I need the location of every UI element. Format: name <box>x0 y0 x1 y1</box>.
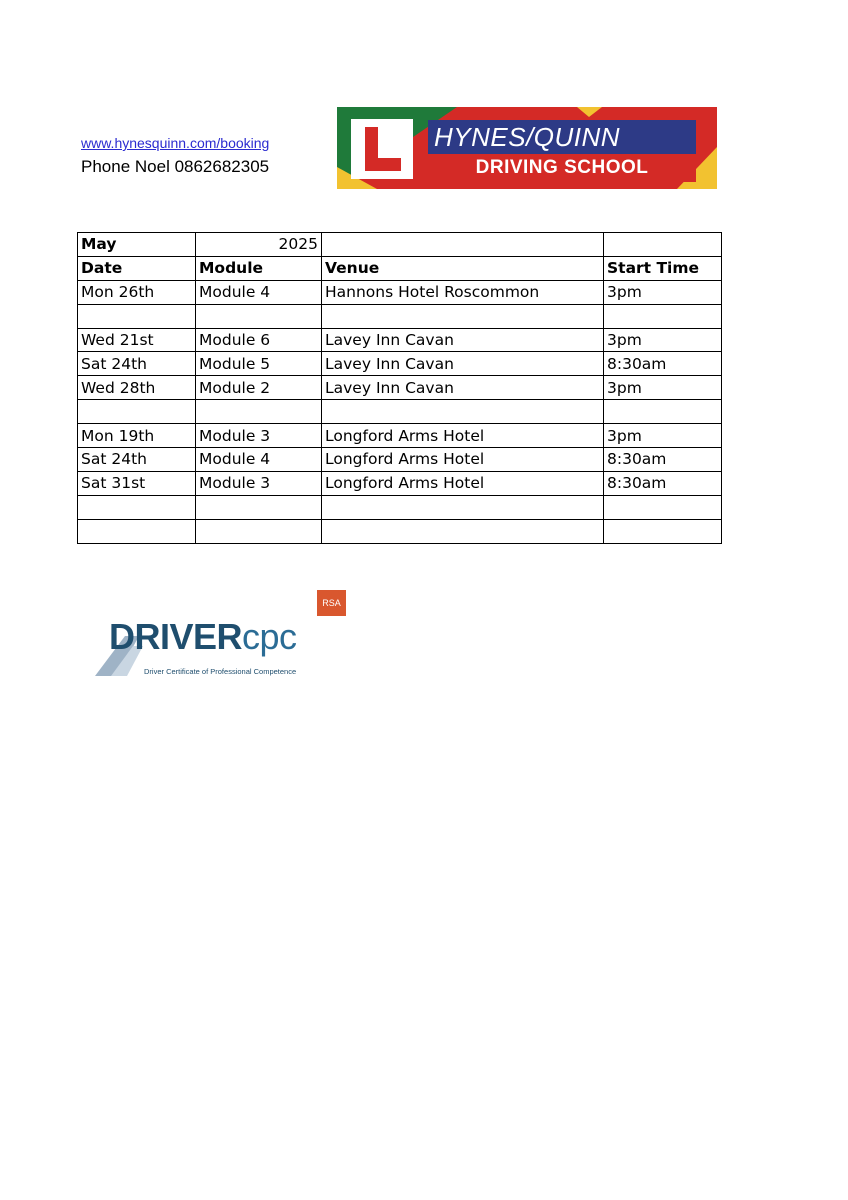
booking-link[interactable]: www.hynesquinn.com/booking <box>81 135 270 151</box>
venue-cell: Longford Arms Hotel <box>322 424 604 448</box>
header-row <box>78 256 722 280</box>
time-cell: 3pm <box>604 424 722 448</box>
time-cell <box>604 304 722 328</box>
phone-number: Phone Noel 0862682305 <box>81 157 270 176</box>
time-cell <box>604 400 722 424</box>
logo-name: HYNES/QUINN <box>428 120 696 154</box>
cpc-word-bold: DRIVER <box>109 616 243 657</box>
venue-cell <box>322 304 604 328</box>
time-cell <box>604 495 722 519</box>
venue-cell: Lavey Inn Cavan <box>322 328 604 352</box>
table-row <box>78 400 722 424</box>
time-cell <box>604 519 722 543</box>
cpc-wordmark <box>109 616 297 658</box>
table-row <box>78 495 722 519</box>
module-cell <box>196 400 322 424</box>
cpc-word-light: cpc <box>242 616 297 657</box>
venue-cell <box>322 495 604 519</box>
empty-cell <box>322 233 604 257</box>
table-row <box>78 328 722 352</box>
venue-cell <box>322 519 604 543</box>
table-row <box>78 280 722 304</box>
date-cell: Sat 24th <box>78 448 196 472</box>
hynes-quinn-logo <box>337 107 717 189</box>
date-cell: Wed 28th <box>78 376 196 400</box>
time-cell: 3pm <box>604 280 722 304</box>
module-cell: Module 4 <box>196 280 322 304</box>
schedule-table <box>77 232 722 544</box>
time-cell: 3pm <box>604 376 722 400</box>
date-cell <box>78 519 196 543</box>
module-cell: Module 4 <box>196 448 322 472</box>
module-cell: Module 5 <box>196 352 322 376</box>
venue-cell <box>322 400 604 424</box>
venue-cell: Longford Arms Hotel <box>322 471 604 495</box>
header-start-time: Start Time <box>604 256 722 280</box>
module-cell: Module 3 <box>196 424 322 448</box>
venue-cell: Hannons Hotel Roscommon <box>322 280 604 304</box>
time-cell: 8:30am <box>604 352 722 376</box>
venue-cell: Lavey Inn Cavan <box>322 352 604 376</box>
venue-cell: Lavey Inn Cavan <box>322 376 604 400</box>
year-cell: 2025 <box>196 233 322 257</box>
date-cell: Sat 31st <box>78 471 196 495</box>
time-cell: 3pm <box>604 328 722 352</box>
time-cell: 8:30am <box>604 471 722 495</box>
date-cell <box>78 400 196 424</box>
module-cell: Module 6 <box>196 328 322 352</box>
table-row <box>78 376 722 400</box>
table-row <box>78 352 722 376</box>
date-cell <box>78 304 196 328</box>
header-module: Module <box>196 256 322 280</box>
module-cell <box>196 304 322 328</box>
time-cell: 8:30am <box>604 448 722 472</box>
header-venue: Venue <box>322 256 604 280</box>
empty-cell <box>604 233 722 257</box>
date-cell: Sat 24th <box>78 352 196 376</box>
table-row <box>78 519 722 543</box>
module-cell <box>196 519 322 543</box>
cpc-subtitle: Driver Certificate of Professional Competence <box>144 667 297 676</box>
date-cell: Wed 21st <box>78 328 196 352</box>
venue-cell: Longford Arms Hotel <box>322 448 604 472</box>
module-cell: Module 3 <box>196 471 322 495</box>
header-date: Date <box>78 256 196 280</box>
date-cell: Mon 26th <box>78 280 196 304</box>
table-row <box>78 471 722 495</box>
month-row <box>78 233 722 257</box>
l-plate-icon <box>351 119 413 179</box>
month-cell: May <box>78 233 196 257</box>
module-cell <box>196 495 322 519</box>
date-cell <box>78 495 196 519</box>
driver-cpc-logo <box>95 590 355 685</box>
date-cell: Mon 19th <box>78 424 196 448</box>
table-row <box>78 304 722 328</box>
table-row <box>78 448 722 472</box>
logo-subtitle: DRIVING SCHOOL <box>428 154 696 182</box>
module-cell: Module 2 <box>196 376 322 400</box>
table-row <box>78 424 722 448</box>
rsa-badge: RSA <box>317 590 346 616</box>
